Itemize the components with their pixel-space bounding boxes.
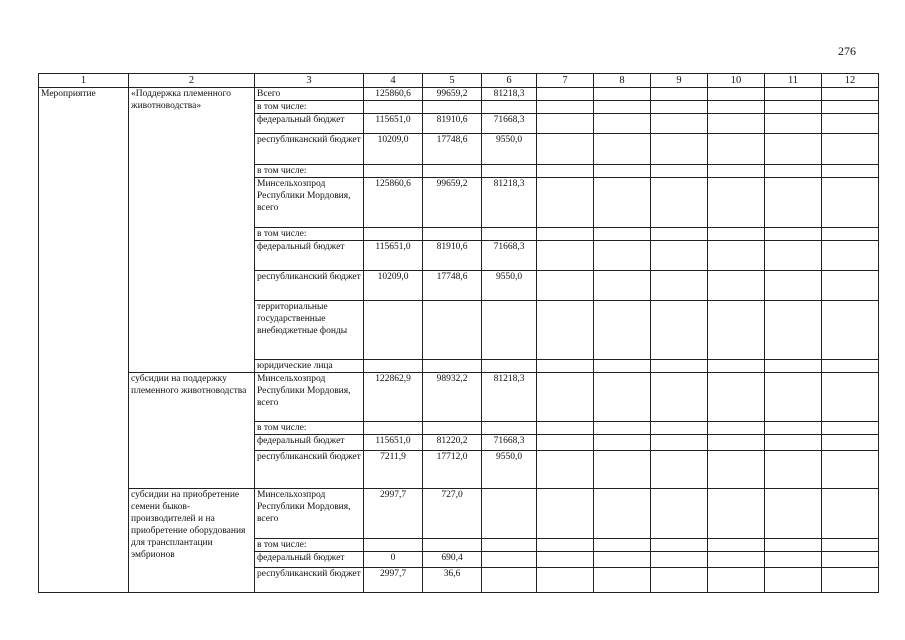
value-cell-6: 9550,0 bbox=[482, 134, 537, 165]
value-cell-4 bbox=[364, 301, 423, 360]
empty-cell-12 bbox=[822, 88, 879, 101]
empty-cell-9 bbox=[651, 489, 708, 539]
table-row bbox=[39, 88, 879, 101]
empty-cell-8 bbox=[594, 539, 651, 552]
empty-cell-10 bbox=[708, 489, 765, 539]
empty-cell-8 bbox=[594, 568, 651, 593]
empty-cell-8 bbox=[594, 373, 651, 422]
empty-cell-7 bbox=[537, 373, 594, 422]
value-cell-6: 81218,3 bbox=[482, 88, 537, 101]
empty-cell-10 bbox=[708, 165, 765, 178]
empty-cell-12 bbox=[822, 271, 879, 301]
section-title-cell: субсидии на приобретение семени быков- производителей и на приобретение оборудования для трансплантации эмбрионов bbox=[129, 489, 255, 593]
empty-cell-12 bbox=[822, 228, 879, 241]
value-cell-4 bbox=[364, 422, 423, 435]
table-row bbox=[39, 489, 879, 539]
value-cell-6 bbox=[482, 552, 537, 568]
value-cell-5 bbox=[423, 165, 482, 178]
empty-cell-7 bbox=[537, 178, 594, 228]
column-header-6: 6 bbox=[482, 74, 537, 88]
empty-cell-7 bbox=[537, 114, 594, 134]
empty-cell-10 bbox=[708, 114, 765, 134]
row-label-cell: федеральный бюджет bbox=[255, 435, 364, 451]
empty-cell-9 bbox=[651, 451, 708, 489]
value-cell-6: 9550,0 bbox=[482, 451, 537, 489]
table-row bbox=[39, 373, 879, 422]
empty-cell-12 bbox=[822, 134, 879, 165]
row-label-cell: в том числе: bbox=[255, 101, 364, 114]
empty-cell-10 bbox=[708, 422, 765, 435]
column-header-10: 10 bbox=[708, 74, 765, 88]
empty-cell-12 bbox=[822, 165, 879, 178]
value-cell-4 bbox=[364, 539, 423, 552]
empty-cell-7 bbox=[537, 228, 594, 241]
empty-cell-12 bbox=[822, 241, 879, 271]
empty-cell-9 bbox=[651, 435, 708, 451]
empty-cell-12 bbox=[822, 114, 879, 134]
value-cell-5: 81910,6 bbox=[423, 114, 482, 134]
row-label-cell: федеральный бюджет bbox=[255, 552, 364, 568]
empty-cell-9 bbox=[651, 241, 708, 271]
empty-cell-9 bbox=[651, 301, 708, 360]
value-cell-5 bbox=[423, 301, 482, 360]
empty-cell-7 bbox=[537, 435, 594, 451]
value-cell-6 bbox=[482, 165, 537, 178]
value-cell-5 bbox=[423, 101, 482, 114]
value-cell-6: 71668,3 bbox=[482, 435, 537, 451]
empty-cell-8 bbox=[594, 165, 651, 178]
row-label-cell: республиканский бюджет bbox=[255, 271, 364, 301]
value-cell-5: 17748,6 bbox=[423, 134, 482, 165]
row-label-cell: в том числе: bbox=[255, 165, 364, 178]
value-cell-6 bbox=[482, 422, 537, 435]
row-label-cell: Минсельхозпрод Республики Мордовия, всего bbox=[255, 373, 364, 422]
value-cell-4 bbox=[364, 360, 423, 373]
value-cell-6 bbox=[482, 539, 537, 552]
column-header-9: 9 bbox=[651, 74, 708, 88]
empty-cell-8 bbox=[594, 360, 651, 373]
column-header-8: 8 bbox=[594, 74, 651, 88]
section-title-cell: субсидии на поддержку племенного животноводства bbox=[129, 373, 255, 489]
empty-cell-10 bbox=[708, 552, 765, 568]
value-cell-4 bbox=[364, 165, 423, 178]
value-cell-6 bbox=[482, 360, 537, 373]
empty-cell-7 bbox=[537, 360, 594, 373]
empty-cell-7 bbox=[537, 552, 594, 568]
empty-cell-9 bbox=[651, 178, 708, 228]
value-cell-5: 81910,6 bbox=[423, 241, 482, 271]
empty-cell-11 bbox=[765, 489, 822, 539]
empty-cell-9 bbox=[651, 360, 708, 373]
row-label-cell: территориальные государственные внебюджетные фонды bbox=[255, 301, 364, 360]
empty-cell-8 bbox=[594, 228, 651, 241]
value-cell-4: 2997,7 bbox=[364, 489, 423, 539]
value-cell-6 bbox=[482, 101, 537, 114]
row-label-cell: в том числе: bbox=[255, 539, 364, 552]
empty-cell-7 bbox=[537, 241, 594, 271]
empty-cell-7 bbox=[537, 568, 594, 593]
header-row bbox=[39, 74, 879, 88]
value-cell-4 bbox=[364, 101, 423, 114]
value-cell-4: 2997,7 bbox=[364, 568, 423, 593]
empty-cell-8 bbox=[594, 114, 651, 134]
empty-cell-11 bbox=[765, 114, 822, 134]
empty-cell-7 bbox=[537, 271, 594, 301]
empty-cell-8 bbox=[594, 552, 651, 568]
row-label-cell: Всего bbox=[255, 88, 364, 101]
empty-cell-11 bbox=[765, 134, 822, 165]
empty-cell-10 bbox=[708, 88, 765, 101]
value-cell-4: 7211,9 bbox=[364, 451, 423, 489]
column-header-1: 1 bbox=[39, 74, 129, 88]
value-cell-5: 727,0 bbox=[423, 489, 482, 539]
value-cell-5: 17748,6 bbox=[423, 271, 482, 301]
empty-cell-10 bbox=[708, 228, 765, 241]
row-label-cell: Минсельхозпрод Республики Мордовия, всего bbox=[255, 178, 364, 228]
column-header-5: 5 bbox=[423, 74, 482, 88]
value-cell-6: 9550,0 bbox=[482, 271, 537, 301]
value-cell-6 bbox=[482, 489, 537, 539]
empty-cell-7 bbox=[537, 88, 594, 101]
empty-cell-11 bbox=[765, 88, 822, 101]
empty-cell-9 bbox=[651, 539, 708, 552]
value-cell-5 bbox=[423, 539, 482, 552]
empty-cell-12 bbox=[822, 360, 879, 373]
empty-cell-8 bbox=[594, 435, 651, 451]
empty-cell-10 bbox=[708, 101, 765, 114]
row-label-cell: республиканский бюджет bbox=[255, 134, 364, 165]
empty-cell-9 bbox=[651, 88, 708, 101]
empty-cell-11 bbox=[765, 165, 822, 178]
empty-cell-9 bbox=[651, 568, 708, 593]
empty-cell-9 bbox=[651, 228, 708, 241]
empty-cell-12 bbox=[822, 451, 879, 489]
value-cell-5: 99659,2 bbox=[423, 178, 482, 228]
column-header-4: 4 bbox=[364, 74, 423, 88]
empty-cell-8 bbox=[594, 301, 651, 360]
empty-cell-11 bbox=[765, 568, 822, 593]
empty-cell-7 bbox=[537, 301, 594, 360]
empty-cell-9 bbox=[651, 552, 708, 568]
empty-cell-10 bbox=[708, 539, 765, 552]
value-cell-6: 81218,3 bbox=[482, 373, 537, 422]
empty-cell-11 bbox=[765, 539, 822, 552]
empty-cell-7 bbox=[537, 489, 594, 539]
value-cell-6: 71668,3 bbox=[482, 114, 537, 134]
empty-cell-12 bbox=[822, 539, 879, 552]
empty-cell-7 bbox=[537, 165, 594, 178]
table-body bbox=[39, 74, 879, 593]
empty-cell-10 bbox=[708, 360, 765, 373]
row-label-cell: Минсельхозпрод Республики Мордовия, всего bbox=[255, 489, 364, 539]
value-cell-4: 10209,0 bbox=[364, 271, 423, 301]
empty-cell-10 bbox=[708, 301, 765, 360]
value-cell-4: 115651,0 bbox=[364, 241, 423, 271]
row-label-cell: в том числе: bbox=[255, 422, 364, 435]
value-cell-5: 98932,2 bbox=[423, 373, 482, 422]
empty-cell-11 bbox=[765, 101, 822, 114]
value-cell-4: 125860,6 bbox=[364, 178, 423, 228]
row-label-cell: в том числе: bbox=[255, 228, 364, 241]
value-cell-6 bbox=[482, 568, 537, 593]
empty-cell-12 bbox=[822, 422, 879, 435]
empty-cell-12 bbox=[822, 552, 879, 568]
value-cell-5 bbox=[423, 360, 482, 373]
empty-cell-11 bbox=[765, 451, 822, 489]
empty-cell-8 bbox=[594, 271, 651, 301]
empty-cell-9 bbox=[651, 373, 708, 422]
value-cell-4: 115651,0 bbox=[364, 435, 423, 451]
row-label-cell: юридические лица bbox=[255, 360, 364, 373]
empty-cell-11 bbox=[765, 373, 822, 422]
empty-cell-11 bbox=[765, 360, 822, 373]
empty-cell-11 bbox=[765, 435, 822, 451]
value-cell-5: 81220,2 bbox=[423, 435, 482, 451]
empty-cell-9 bbox=[651, 422, 708, 435]
value-cell-4: 122862,9 bbox=[364, 373, 423, 422]
empty-cell-10 bbox=[708, 451, 765, 489]
empty-cell-11 bbox=[765, 552, 822, 568]
empty-cell-12 bbox=[822, 568, 879, 593]
empty-cell-8 bbox=[594, 88, 651, 101]
empty-cell-7 bbox=[537, 539, 594, 552]
value-cell-4: 125860,6 bbox=[364, 88, 423, 101]
empty-cell-11 bbox=[765, 241, 822, 271]
column-header-3: 3 bbox=[255, 74, 364, 88]
empty-cell-12 bbox=[822, 178, 879, 228]
empty-cell-11 bbox=[765, 178, 822, 228]
empty-cell-8 bbox=[594, 451, 651, 489]
empty-cell-9 bbox=[651, 114, 708, 134]
empty-cell-7 bbox=[537, 451, 594, 489]
empty-cell-12 bbox=[822, 489, 879, 539]
empty-cell-8 bbox=[594, 489, 651, 539]
value-cell-5 bbox=[423, 422, 482, 435]
value-cell-5: 17712,0 bbox=[423, 451, 482, 489]
value-cell-5: 99659,2 bbox=[423, 88, 482, 101]
column-header-12: 12 bbox=[822, 74, 879, 88]
empty-cell-9 bbox=[651, 165, 708, 178]
empty-cell-7 bbox=[537, 134, 594, 165]
value-cell-4 bbox=[364, 228, 423, 241]
empty-cell-10 bbox=[708, 241, 765, 271]
empty-cell-9 bbox=[651, 101, 708, 114]
budget-table bbox=[38, 73, 879, 593]
value-cell-5: 690,4 bbox=[423, 552, 482, 568]
value-cell-5 bbox=[423, 228, 482, 241]
value-cell-6: 71668,3 bbox=[482, 241, 537, 271]
empty-cell-8 bbox=[594, 422, 651, 435]
value-cell-6: 81218,3 bbox=[482, 178, 537, 228]
empty-cell-10 bbox=[708, 435, 765, 451]
empty-cell-10 bbox=[708, 178, 765, 228]
empty-cell-8 bbox=[594, 134, 651, 165]
empty-cell-7 bbox=[537, 101, 594, 114]
empty-cell-11 bbox=[765, 271, 822, 301]
page-number: 276 bbox=[838, 44, 856, 58]
empty-cell-9 bbox=[651, 134, 708, 165]
row-label-cell: федеральный бюджет bbox=[255, 241, 364, 271]
value-cell-4: 115651,0 bbox=[364, 114, 423, 134]
empty-cell-9 bbox=[651, 271, 708, 301]
empty-cell-10 bbox=[708, 373, 765, 422]
value-cell-4: 10209,0 bbox=[364, 134, 423, 165]
empty-cell-10 bbox=[708, 568, 765, 593]
empty-cell-12 bbox=[822, 435, 879, 451]
value-cell-6 bbox=[482, 228, 537, 241]
empty-cell-12 bbox=[822, 373, 879, 422]
empty-cell-12 bbox=[822, 101, 879, 114]
row-label-cell: республиканский бюджет bbox=[255, 568, 364, 593]
empty-cell-8 bbox=[594, 178, 651, 228]
empty-cell-8 bbox=[594, 101, 651, 114]
value-cell-4: 0 bbox=[364, 552, 423, 568]
value-cell-6 bbox=[482, 301, 537, 360]
empty-cell-10 bbox=[708, 134, 765, 165]
empty-cell-11 bbox=[765, 301, 822, 360]
empty-cell-12 bbox=[822, 301, 879, 360]
empty-cell-10 bbox=[708, 271, 765, 301]
column-header-11: 11 bbox=[765, 74, 822, 88]
activity-type-cell: Мероприятие bbox=[39, 88, 129, 593]
column-header-7: 7 bbox=[537, 74, 594, 88]
row-label-cell: федеральный бюджет bbox=[255, 114, 364, 134]
section-title-cell: «Поддержка племенного животноводства» bbox=[129, 88, 255, 373]
empty-cell-7 bbox=[537, 422, 594, 435]
value-cell-5: 36,6 bbox=[423, 568, 482, 593]
row-label-cell: республиканский бюджет bbox=[255, 451, 364, 489]
empty-cell-11 bbox=[765, 228, 822, 241]
empty-cell-8 bbox=[594, 241, 651, 271]
empty-cell-11 bbox=[765, 422, 822, 435]
column-header-2: 2 bbox=[129, 74, 255, 88]
